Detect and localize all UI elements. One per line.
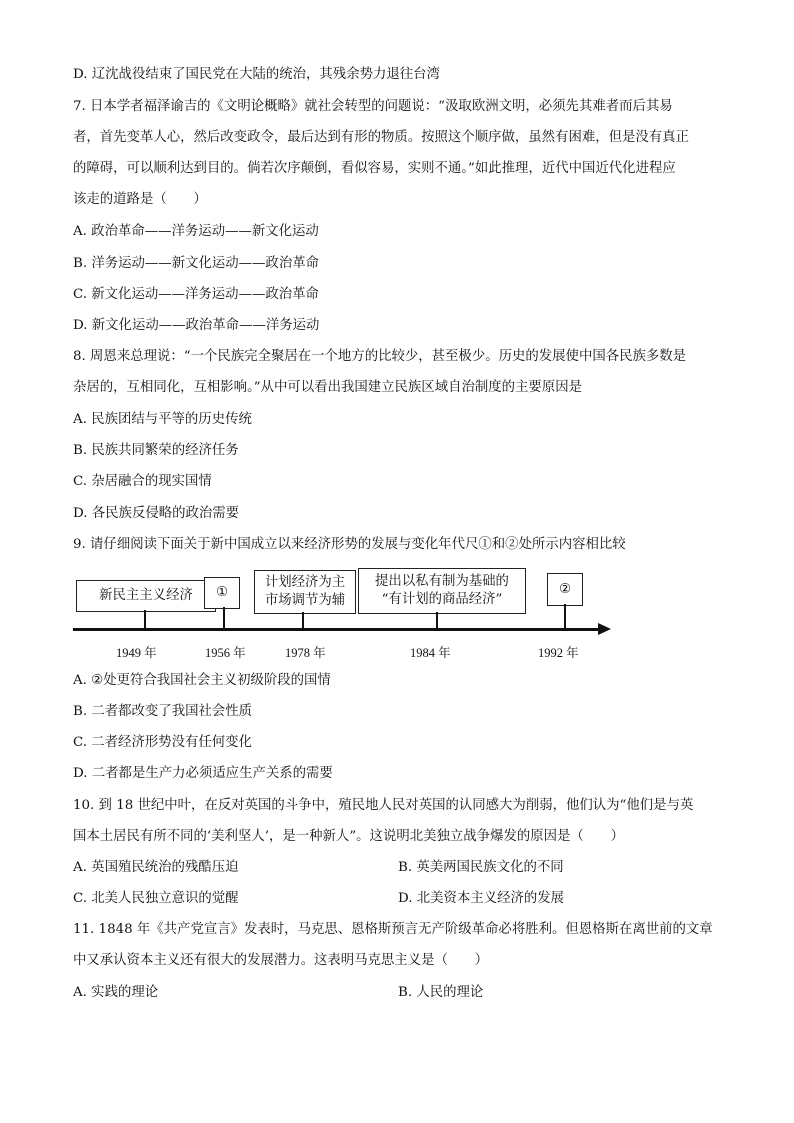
- q11-option-a[interactable]: A. 实践的理论: [73, 985, 159, 1000]
- timeline-box-1984-line1: 提出以私有制为基础的: [375, 574, 509, 589]
- timeline-axis: [73, 628, 601, 631]
- timeline-box-1984-line2: “有计划的商品经济”: [381, 592, 503, 607]
- q10-stem-line2: 国本土居民有所不同的‘美利坚人’，是一种新人”。这说明北美独立战争爆发的原因是（ ）: [73, 829, 624, 844]
- timeline-box-1984: [358, 568, 526, 614]
- q8-option-a[interactable]: A. 民族团结与平等的历史传统: [73, 412, 252, 427]
- q9-option-a[interactable]: A. ②处更符合我国社会主义初级阶段的国情: [73, 673, 331, 688]
- q8-option-b[interactable]: B. 民族共同繁荣的经济任务: [73, 443, 239, 458]
- q7-option-a[interactable]: A. 政治革命——洋务运动——新文化运动: [73, 224, 319, 239]
- timeline-year-label: 1992 年: [538, 646, 579, 660]
- q7-stem-line3: 的障碍，可以顺利达到目的。倘若次序颠倒，看似容易，实则不通。”如此推理，近代中国近代化进程应: [73, 161, 676, 176]
- timeline-box-1978: [254, 570, 356, 614]
- q7-stem-line4: 该走的道路是（ ）: [73, 192, 207, 207]
- q7-stem-line1: 7. 日本学者福泽谕吉的《文明论概略》就社会转型的问题说：“汲取欧洲文明，必须先其难者而后其易: [73, 99, 673, 114]
- q9-option-b[interactable]: B. 二者都改变了我国社会性质: [73, 704, 253, 719]
- timeline-year-label: 1956 年: [205, 646, 246, 660]
- q9-option-c[interactable]: C. 二者经济形势没有任何变化: [73, 735, 252, 750]
- q10-option-d[interactable]: D. 北美资本主义经济的发展: [398, 891, 565, 906]
- timeline-box-marker-1: ①: [204, 577, 240, 609]
- q9-stem: 9. 请仔细阅读下面关于新中国成立以来经济形势的发展与变化年代尺①和②处所示内容相比较: [73, 537, 626, 552]
- timeline-box-marker-2: ②: [547, 573, 583, 606]
- timeline-year-label: 1949 年: [116, 646, 157, 660]
- timeline-tick-1978: [302, 612, 304, 629]
- timeline-arrow-icon: [598, 623, 611, 635]
- q8-option-c[interactable]: C. 杂居融合的现实国情: [73, 474, 212, 489]
- q7-option-b[interactable]: B. 洋务运动——新文化运动——政治革命: [73, 256, 319, 271]
- timeline-tick-1949: [144, 610, 146, 629]
- timeline-box-1978-line1: 计划经济为主: [264, 575, 346, 590]
- timeline-tick-1984: [436, 612, 438, 629]
- timeline-box-1949: 新民主主义经济: [76, 580, 216, 612]
- q9-option-d[interactable]: D. 二者都是生产力必须适应生产关系的需要: [73, 766, 333, 781]
- q8-stem-line2: 杂居的，互相同化，互相影响。”从中可以看出我国建立民族区域自治制度的主要原因是: [73, 380, 582, 395]
- option-d-prev: D. 辽沈战役结束了国民党在大陆的统治，其残余势力退往台湾: [73, 67, 440, 82]
- q11-stem-line1: 11. 1848 年《共产党宣言》发表时，马克思、恩格斯预言无产阶级革命必将胜利。但恩格斯在离世前的文章: [73, 922, 713, 937]
- timeline-year-label: 1984 年: [410, 646, 451, 660]
- timeline-tick-1956: [223, 607, 225, 629]
- q11-stem-line2: 中又承认资本主义还有很大的发展潜力。这表明马克思主义是（ ）: [73, 953, 489, 968]
- timeline-tick-1992: [564, 604, 566, 629]
- q10-option-b[interactable]: B. 英美两国民族文化的不同: [398, 860, 564, 875]
- q7-stem-line2: 者，首先变革人心，然后改变政令，最后达到有形的物质。按照这个顺序做，虽然有困难，但是没有真正: [73, 130, 689, 145]
- timeline-year-label: 1978 年: [285, 646, 326, 660]
- q7-option-d[interactable]: D. 新文化运动——政治革命——洋务运动: [73, 318, 320, 333]
- q11-option-b[interactable]: B. 人民的理论: [398, 985, 484, 1000]
- q10-option-a[interactable]: A. 英国殖民统治的残酷压迫: [73, 860, 239, 875]
- q8-stem-line1: 8. 周恩来总理说：“一个民族完全聚居在一个地方的比较少，甚至极少。历史的发展使中国各民族多数是: [73, 349, 687, 364]
- timeline-box-1978-line2: 市场调节为辅: [264, 593, 346, 608]
- q10-option-c[interactable]: C. 北美人民独立意识的觉醒: [73, 891, 239, 906]
- q10-stem-line1: 10. 到 18 世纪中叶，在反对英国的斗争中，殖民地人民对英国的认同感大为削弱，他们认为“他们是与英: [73, 798, 694, 813]
- q8-option-d[interactable]: D. 各民族反侵略的政治需要: [73, 506, 240, 521]
- q7-option-c[interactable]: C. 新文化运动——洋务运动——政治革命: [73, 287, 319, 302]
